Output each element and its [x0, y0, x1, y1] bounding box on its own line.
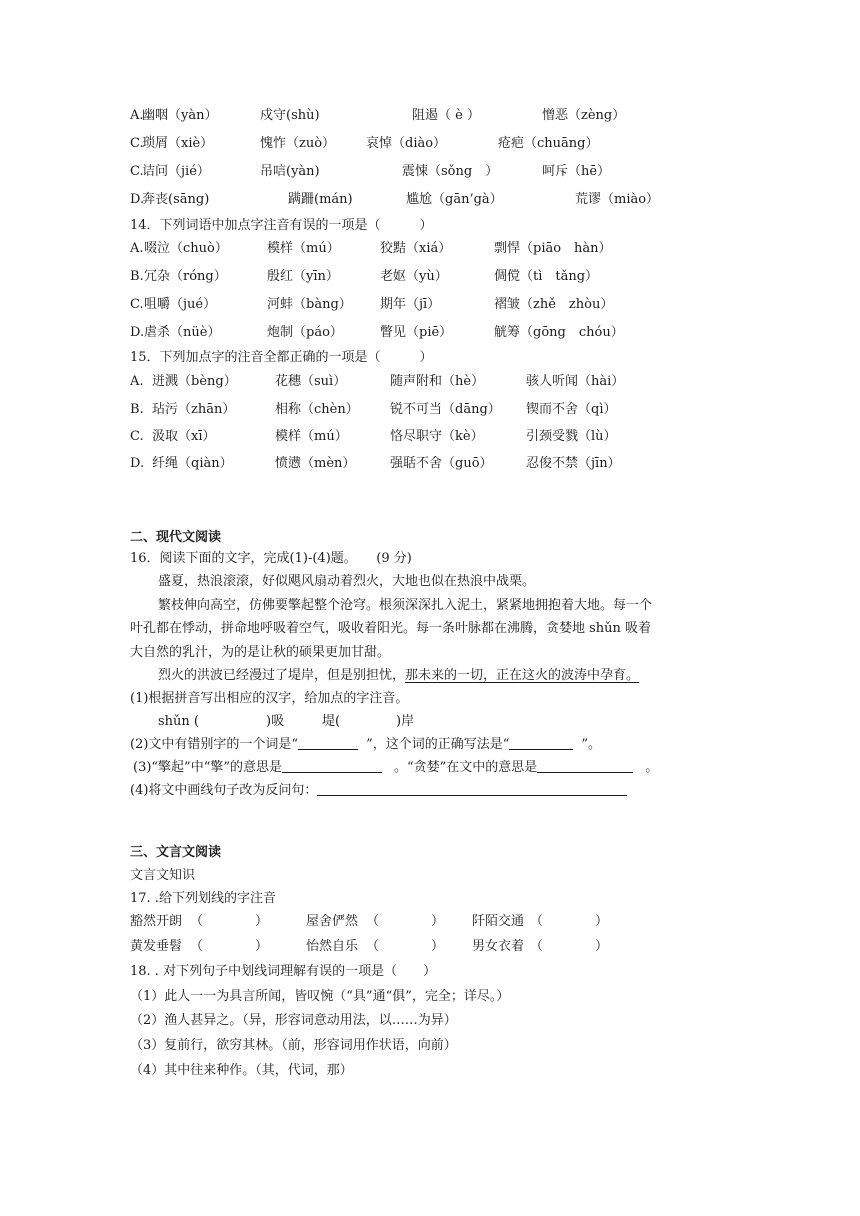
- word-3: 尴尬（gān’gà）: [406, 192, 503, 207]
- answer-blank-correct-word[interactable]: [509, 735, 573, 750]
- passage-paragraph-1: 盛夏，热浪滚滚，好似飓风扇动着烈火，大地也似在热浪中战栗。: [158, 574, 536, 589]
- word-4: 引颈受戮（lù）: [526, 429, 617, 444]
- word-3: 老妪（yù）: [380, 269, 448, 284]
- sub-question-2: (2)文中有错别字的一个词是“ ”，这个词的正确写法是“ ”。: [130, 737, 602, 752]
- passage-paragraph-2-line-1: 繁枝伸向高空，仿佛要擎起整个沧穹。根须深深扎入泥土，紧紧地拥抱着大地。每一个: [158, 598, 653, 613]
- word-1: 虐杀（nüè）: [144, 325, 221, 340]
- q16-title: 16．阅读下面的文字，完成(1)-(4)题。 (9 分): [130, 551, 412, 566]
- word-3: 恪尽职守（kè）: [390, 429, 484, 444]
- passage-paragraph-3: [158, 665, 639, 687]
- word-2: 花穗（suì）: [275, 374, 347, 389]
- word-4: 锲而不舍（qì）: [526, 402, 617, 417]
- sub-question-3: (3)“擎起”中“擎”的意思是 。“贪婪”在文中的意思是 。: [133, 760, 659, 775]
- word-1: 啜泣（chuò）: [144, 241, 228, 256]
- q17-answer-blank[interactable]: （ ）: [190, 914, 269, 929]
- document-page: A. 幽咽（yàn） 戍守(shù) 阻遏（ è ） 憎恶（zèng） C. 琐屑（xiè） 愧怍（zuò） 哀悼（diào） 疮疤（chuāng） C. 诘问（jié） 吊唁(yàn) 震悚（sǒng ） 呵斥（hē） D. 奔丧(sāng) 蹒跚(mán) 尴尬（gān’gà） 荒谬（miào） 14．下列词语中加点字注音有误的一项是（ ） A. 啜泣（chuò） 模样（mú） 狡黠（xiá） 剽悍（piāo hàn） B. 冗杂（róng） 殷红（yīn） 老妪（yù） 倜傥（tì tǎng） C. 咀嚼（jué） 河蚌（bàng） 期年（jī） 褶皱（zhě zhòu） D. 虐杀（nüè） 炮制（páo） 瞥见（piē） 觥筹（gōng chóu） 15．下列加点字的注音全都正确的一项是（ ） A. 迸溅（bèng） 花穗（suì） 随声附和（hè） 骇人听闻（hài） B. 玷污（zhān） 相称（chèn） 锐不可当（dāng） 锲而不舍（qì） C. 汲取（xī） 模样（mú） 恪尽职守（kè） 引颈受戮（lù） D. 纤绳（qiàn） 愤懑（mèn） 强聒不舍（guō） 忍俊不禁（jīn） 二、现代文阅读 16．阅读下面的文字，完成(1)-(4)题。 (9 分) 盛夏，热浪滚滚，好似飓风扇动着烈火，大地也似在热浪中战栗。 繁枝伸向高空，仿佛要擎起整个沧穹。根须深深扎入泥土，紧紧地拥抱着大地。每一个 叶孔都在悸动，拼命地呼吸着空气，吸收着阳光。每一条叶脉都在沸腾，贪婪地 shǔn 吸着 大自然的乳汁，为的是让秋的硕果更加甘甜。 烈火的洪波已经漫过了堤岸，但是别担忧，那未来的一切，正在这火的波涛中孕育。 (1)根据拼音写出相应的汉字，给加点的字注音。 shǔn ( )吸 堤( )岸 (2)文中有错别字的一个词是“ ”，这个词的正确写法是“ ”。 (3)“擎起”中“擎”的意思是 。“贪婪”在文中的意思是 。 (4)将文中画线句子改为反问句： 三、文言文阅读 文言文知识 17. .给下列划线的字注音 豁然开朗 （ ） 屋舍俨然 （ ） 阡陌交通 （ ） 黄发垂髫 （ ） 怡然自乐 （ ） 男女衣着 （ ） 18. . 对下列句子中划线词理解有误的一项是（ ） （1）此人一一为具言所闻，皆叹惋（“具”通“俱”，完全；详尽。） （2）渔人甚异之。（异，形容词意动用法，以……为异） （3）复前行，欲穷其林。（前，形容词用作状语，向前） （4）其中往来种作。（其，代词，那）: [0, 0, 860, 1216]
- word-4: 觥筹（gōng chóu）: [494, 325, 624, 340]
- word-1: 玷污（zhān）: [152, 402, 236, 417]
- word-3: 阻遏（ è ）: [412, 108, 480, 123]
- word-3: 锐不可当（dāng）: [390, 402, 501, 417]
- word-4: 褶皱（zhě zhòu）: [494, 297, 614, 312]
- word-3: 随声附和（hè）: [390, 374, 485, 389]
- word-2: 蹒跚(mán): [288, 192, 353, 207]
- answer-blank-rhetorical[interactable]: [317, 781, 627, 796]
- word-4: 剽悍（piāo hàn）: [494, 241, 612, 256]
- word-4: 倜傥（tì tǎng）: [494, 269, 599, 284]
- word-1: 汲取（xī）: [152, 429, 216, 444]
- q18-title: 18. . 对下列句子中划线词理解有误的一项是（ ）: [130, 964, 437, 979]
- q17-title: 17. .给下列划线的字注音: [130, 891, 276, 906]
- word-1: 诘问（jié）: [142, 164, 210, 179]
- q18-item-3: （3）复前行，欲穷其林。（前，形容词用作状语，向前）: [130, 1038, 457, 1053]
- word-2: 愧怍（zuò）: [260, 136, 336, 151]
- word-4: 荒谬（miào）: [575, 192, 660, 207]
- word-1: 冗杂（róng）: [144, 269, 227, 284]
- word-1: 迸溅（bèng）: [152, 374, 237, 389]
- word-2: 河蚌（bàng）: [267, 297, 352, 312]
- word-2: 炮制（páo）: [267, 325, 343, 340]
- word-3: 震悚（sǒng ）: [402, 164, 499, 179]
- section-3-subheading: 文言文知识: [130, 868, 196, 883]
- word-4: 憎恶（zèng）: [542, 108, 626, 123]
- q17-word: 阡陌交通: [472, 914, 525, 929]
- word-3: 期年（jī）: [380, 297, 441, 312]
- section-3-heading: 三、文言文阅读: [130, 845, 222, 860]
- word-4: 呵斥（hē）: [542, 164, 611, 179]
- underlined-sentence: 那未来的一切，正在这火的波涛中孕育。: [405, 668, 640, 683]
- word-3: 瞥见（piē）: [380, 325, 453, 340]
- q17-answer-blank[interactable]: （ ）: [366, 939, 445, 954]
- word-2: 模样（mú）: [275, 429, 348, 444]
- answer-blank-qing-meaning[interactable]: [282, 758, 382, 773]
- word-4: 疮疤（chuāng）: [498, 136, 599, 151]
- q17-answer-blank[interactable]: （ ）: [530, 939, 609, 954]
- word-3: 哀悼（diào）: [366, 136, 447, 151]
- q17-word: 怡然自乐: [306, 939, 359, 954]
- word-1: 琐屑（xiè）: [142, 136, 214, 151]
- q17-word: 屋舍俨然: [306, 914, 359, 929]
- sub-question-1: (1)根据拼音写出相应的汉字，给加点的字注音。: [130, 691, 409, 706]
- q17-answer-blank[interactable]: （ ）: [190, 939, 269, 954]
- word-2: 愤懑（mèn）: [275, 456, 356, 471]
- q18-item-4: （4）其中往来种作。（其，代词，那）: [130, 1063, 353, 1078]
- answer-blank-wrong-word[interactable]: [298, 735, 358, 750]
- word-3: 狡黠（xiá）: [380, 241, 452, 256]
- q14-title: 14．下列词语中加点字注音有误的一项是（ ）: [130, 218, 433, 233]
- q18-item-2: （2）渔人甚异之。（异，形容词意动用法，以……为异）: [130, 1013, 457, 1028]
- word-1: 幽咽（yàn）: [142, 108, 218, 123]
- word-4: 骇人听闻（hài）: [526, 374, 625, 389]
- word-2: 吊唁(yàn): [260, 164, 320, 179]
- q17-word: 豁然开朗: [130, 914, 183, 929]
- word-1: 咀嚼（jué）: [144, 297, 217, 312]
- section-2-heading: 二、现代文阅读: [130, 530, 222, 545]
- word-2: 相称（chèn）: [275, 402, 359, 417]
- word-2: 模样（mú）: [267, 241, 340, 256]
- word-3: 强聒不舍（guō）: [390, 456, 493, 471]
- word-4: 忍俊不禁（jīn）: [526, 456, 621, 471]
- word-2: 戍守(shù): [260, 108, 320, 123]
- word-1: 奔丧(sāng): [142, 192, 210, 207]
- q18-item-1: （1）此人一一为具言所闻，皆叹惋（“具”通“俱”，完全；详尽。）: [130, 989, 510, 1004]
- answer-blank-tanlan-meaning[interactable]: [537, 758, 633, 773]
- sub-question-4: (4)将文中画线句子改为反问句：: [130, 780, 627, 802]
- passage-paragraph-2-line-3: 大自然的乳汁，为的是让秋的硕果更加甘甜。: [130, 645, 391, 660]
- word-1: 纤绳（qiàn）: [152, 456, 233, 471]
- q15-title: 15．下列加点字的注音全都正确的一项是（ ）: [130, 350, 433, 365]
- passage-paragraph-3-text: 烈火的洪波已经漫过了堤岸，但是别担忧，: [158, 668, 406, 683]
- passage-paragraph-2-line-2: 叶孔都在悸动，拼命地呼吸着空气，吸收着阳光。每一条叶脉都在沸腾，贪婪地 shǔn 吸着: [130, 621, 652, 636]
- sub-question-1-blanks: shǔn ( )吸 堤( )岸: [158, 714, 415, 729]
- q17-word: 黄发垂髫: [130, 939, 183, 954]
- q17-word: 男女衣着: [472, 939, 525, 954]
- q17-answer-blank[interactable]: （ ）: [366, 914, 445, 929]
- word-2: 殷红（yīn）: [267, 269, 339, 284]
- q17-answer-blank[interactable]: （ ）: [530, 914, 609, 929]
